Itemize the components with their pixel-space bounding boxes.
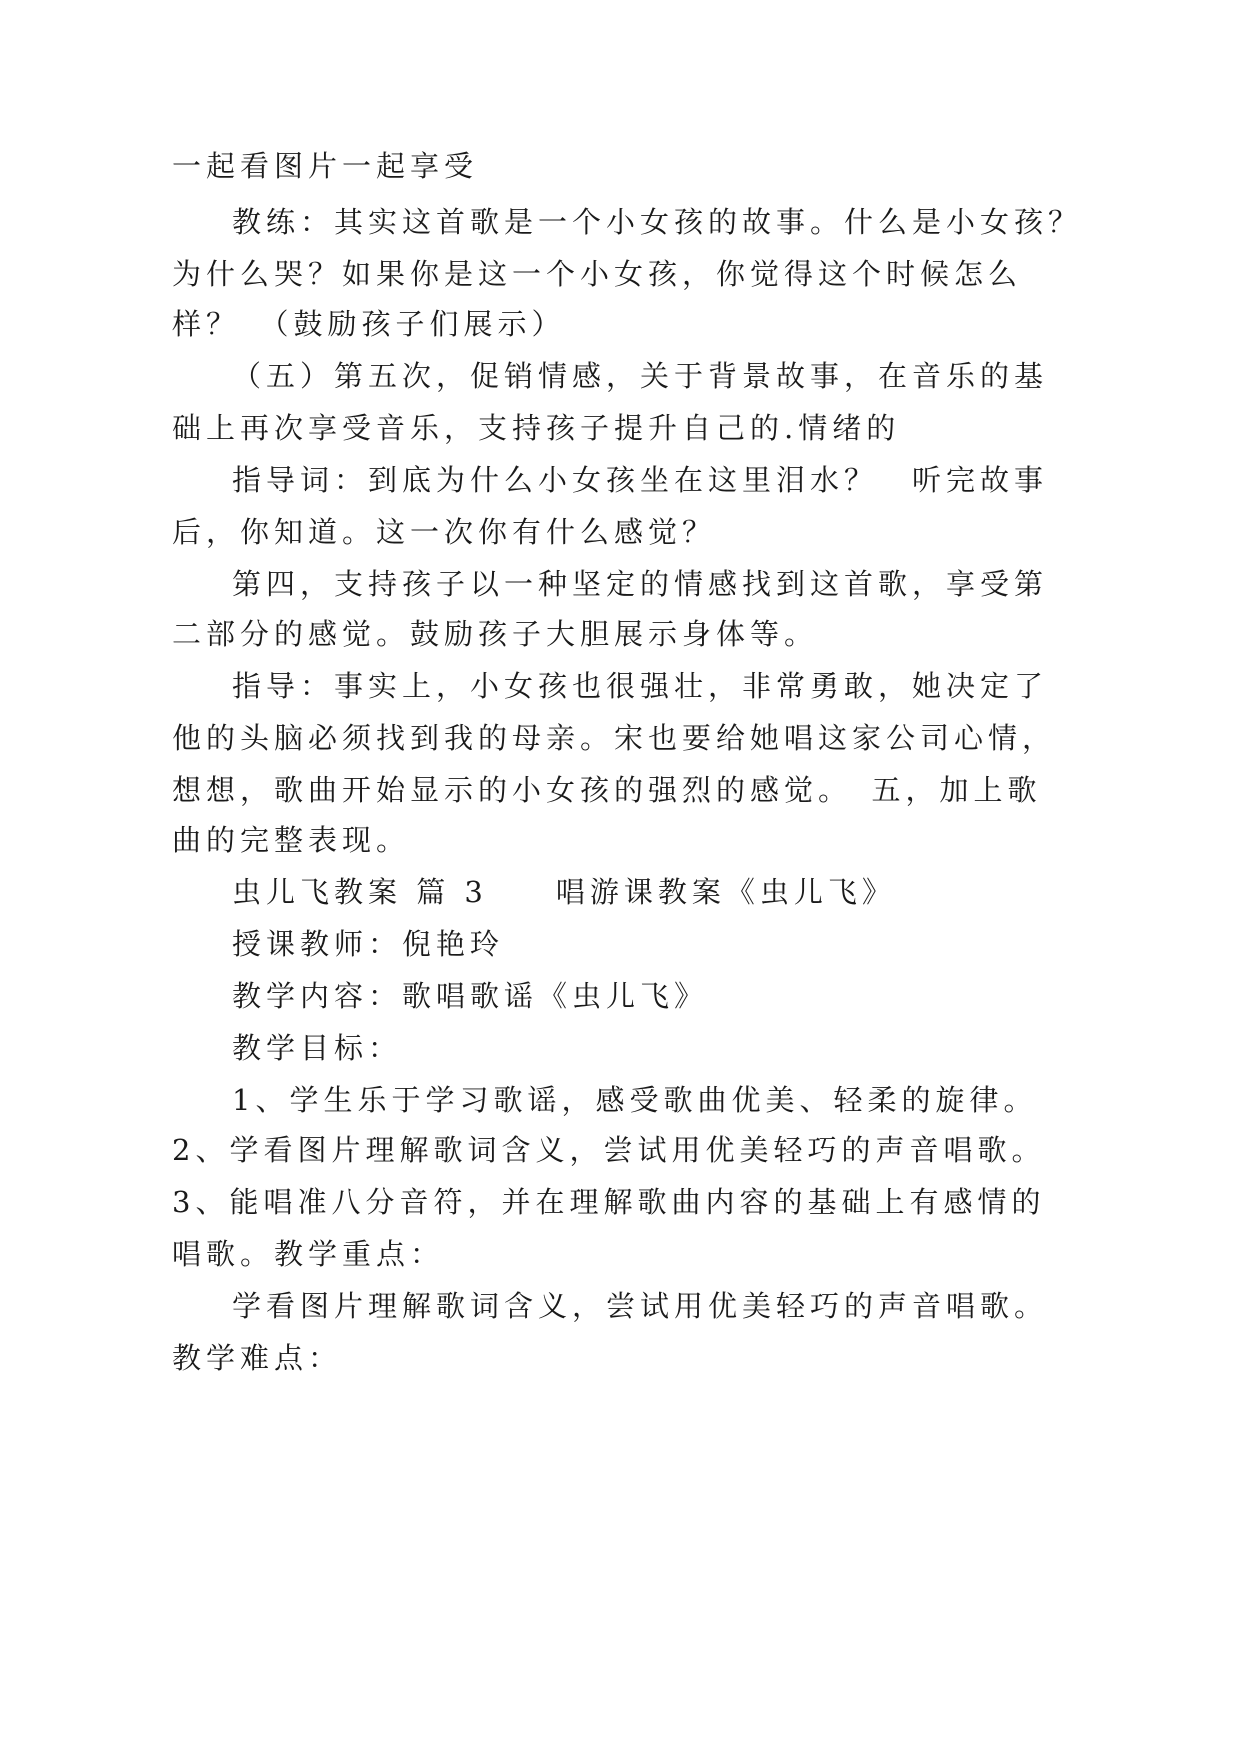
text-line: 想想，歌曲开始显示的小女孩的强烈的感觉。 五，加上歌 bbox=[172, 773, 1042, 807]
text-line: 第四，支持孩子以一种坚定的情感找到这首歌，享受第 bbox=[232, 567, 1049, 601]
text-line: 教学目标： bbox=[232, 1031, 403, 1065]
text-line: 一起看图片一起享受 bbox=[172, 149, 479, 183]
text-line: 样？ （鼓励孩子们展示） bbox=[172, 307, 566, 341]
text-line: 教练：其实这首歌是一个小女孩的故事。什么是小女孩？ bbox=[232, 205, 1083, 239]
text-line: 教学难点： bbox=[172, 1341, 343, 1375]
text-line: 二部分的感觉。鼓励孩子大胆展示身体等。 bbox=[172, 617, 819, 651]
text-line: 指导：事实上，小女孩也很强壮，非常勇敢，她决定了 bbox=[232, 669, 1049, 703]
text-line: 学看图片理解歌词含义，尝试用优美轻巧的声音唱歌。 bbox=[232, 1289, 1049, 1323]
text-line: （五）第五次，促销情感，关于背景故事，在音乐的基 bbox=[232, 359, 1049, 393]
text-line: 指导词：到底为什么小女孩坐在这里泪水？ 听完故事 bbox=[232, 463, 1049, 497]
text-line: 授课教师：倪艳玲 bbox=[232, 927, 505, 961]
section-heading: 虫儿飞教案 篇 3 唱游课教案《虫儿飞》 bbox=[232, 875, 896, 909]
text-line: 3、能唱准八分音符，并在理解歌曲内容的基础上有感情的 bbox=[172, 1185, 1046, 1219]
text-line: 2、学看图片理解歌词含义，尝试用优美轻巧的声音唱歌。 bbox=[172, 1133, 1046, 1167]
text-line: 教学内容：歌唱歌谣《虫儿飞》 bbox=[232, 979, 709, 1013]
text-line: 他的头脑必须找到我的母亲。宋也要给她唱这家公司心情， bbox=[172, 721, 1057, 755]
text-line: 为什么哭？如果你是这一个小女孩，你觉得这个时候怎么 bbox=[172, 257, 1023, 291]
text-line: 础上再次享受音乐，支持孩子提升自己的.情绪的 bbox=[172, 411, 901, 445]
text-line: 1、学生乐于学习歌谣，感受歌曲优美、轻柔的旋律。 bbox=[232, 1083, 1038, 1117]
text-line: 唱歌。教学重点： bbox=[172, 1237, 445, 1271]
text-line: 曲的完整表现。 bbox=[172, 823, 411, 857]
text-line: 后，你知道。这一次你有什么感觉？ bbox=[172, 515, 717, 549]
